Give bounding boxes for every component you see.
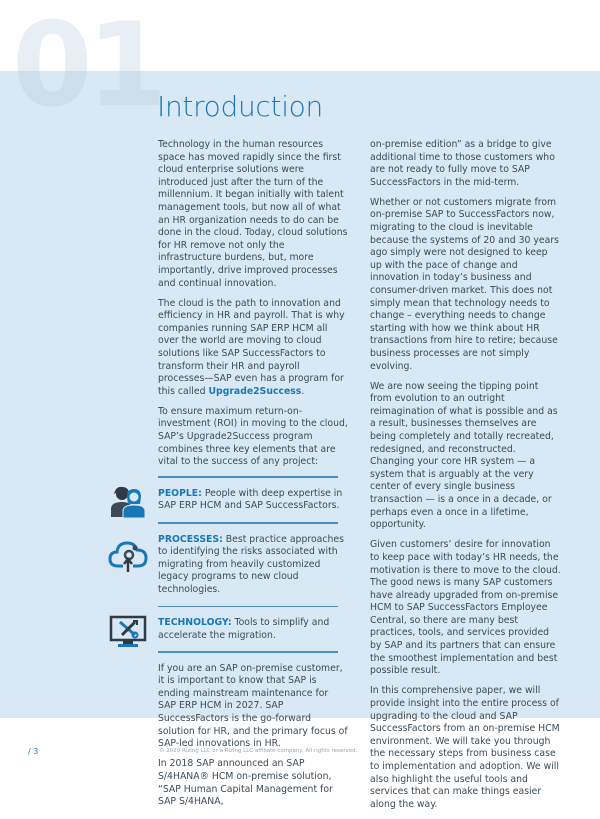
paragraph: We are now seeing the tipping point from evolution to an outright reimagination of what is possible and as a result, businesses themselves are being completely and totally recreated, redesigned, and reconstructed. Changing your core HR system — a system that is arguably at the very center of every single business transaction — is a once in a decade, or perhaps even a once in a lifetime, opportunity.: [370, 380, 558, 531]
paragraph: The cloud is the path to innovation and efficiency in HR and payroll. That is why companies running SAP ERP HCM all over the world are moving to cloud solutions like SAP SuccessFactors to transform their HR and payroll processes—SAP even has a program for this called Upgrade2Success.: [158, 297, 345, 397]
upgrade2success-link[interactable]: Upgrade2Success: [208, 385, 302, 397]
section-number: 01: [12, 0, 162, 133]
element-text: People with deep expertise in SAP ERP HCM and SAP SuccessFactors.: [158, 487, 343, 512]
list-item-processes: [158, 524, 348, 606]
people-icon: [108, 484, 148, 520]
paragraph: In 2018 SAP announced an SAP S/4HANA® HCM on-premise solution, “SAP Human Capital Management for SAP S/4HANA,: [158, 758, 333, 808]
monitor-tools-icon: [108, 614, 148, 650]
list-item-technology: [158, 607, 348, 651]
paragraph: Technology in the human resources space has moved rapidly since the first cloud enterprise solutions were introduced just after the turn of the millennium. It began initially with talent management tools, but now all of what an HR organization needs to do can be done in the cloud. Today, cloud solutions for HR remove not only the infrastructure burdens, but, more importantly, drive improved processes and continual innovation.: [158, 139, 348, 289]
left-column: [158, 139, 348, 816]
divider: [158, 651, 338, 653]
paragraph: In this comprehensive paper, we will provide insight into the entire process of upgrading to the cloud and SAP SuccessFactors from an on-premise HCM environment. We will take you through the necessary steps from business case to implementation and adoption. We will also highlight the useful tools and services that can make things easier along the way.: [370, 685, 560, 810]
paragraph: Given customers’ desire for innovation to keep pace with today’s HR needs, the motivation is there to move to the cloud. The good news is many SAP customers have already upgraded from on-premise HCM to SAP SuccessFactors Employee Central, so there are many best practices, tools, and services provided by SAP and its partners that can ensure the smoothest implementation and best possible result.: [370, 539, 561, 677]
paragraph: If you are an SAP on-premise customer, it is important to know that SAP is ending mainstream maintenance for SAP ERP HCM in 2027. SAP SuccessFactors is the go-forward solution for HR, and the primary focus of SAP-led innovations in HR.: [158, 662, 348, 750]
list-item-people: [158, 478, 348, 522]
right-column: [370, 139, 562, 819]
paragraph: To ensure maximum return-on-investment (ROI) in moving to the cloud, SAP’s Upgrade2Success program combines three key elements that are vital to the success of any project:: [158, 405, 348, 468]
paragraph: on-premise edition” as a bridge to give additional time to those customers who are not ready to fully move to SAP SuccessFactors in the mid-term.: [370, 139, 555, 188]
page-number: / 3: [28, 747, 39, 756]
element-label: TECHNOLOGY:: [158, 617, 232, 628]
element-label: PROCESSES:: [158, 533, 223, 545]
copyright-notice: © 2020 Rizing LLC or a Rizing LLC affiliate company. All rights reserved.: [159, 748, 358, 754]
key-elements-list: [158, 476, 348, 652]
element-text: Best practice approaches to identifying the risks associated with migrating from heavily customized legacy programs to new cloud technologies.: [158, 533, 344, 595]
page-title: Introduction: [157, 90, 323, 123]
cloud-gear-icon: [108, 538, 148, 574]
paragraph: Whether or not customers migrate from on-premise SAP to SuccessFactors now, migrating to the cloud is inevitable because the systems of 20 and 30 years ago simply were not designed to keep up with the pace of change and innovation in today’s business and consumer-driven market. This does not simply mean that technology needs to change – everything needs to change starting with how we think about HR transactions from hire to retire; because business processes are not simply evolving.: [370, 196, 559, 372]
element-label: PEOPLE:: [158, 487, 202, 499]
element-text: Tools to simplify and accelerate the migration.: [158, 617, 330, 641]
